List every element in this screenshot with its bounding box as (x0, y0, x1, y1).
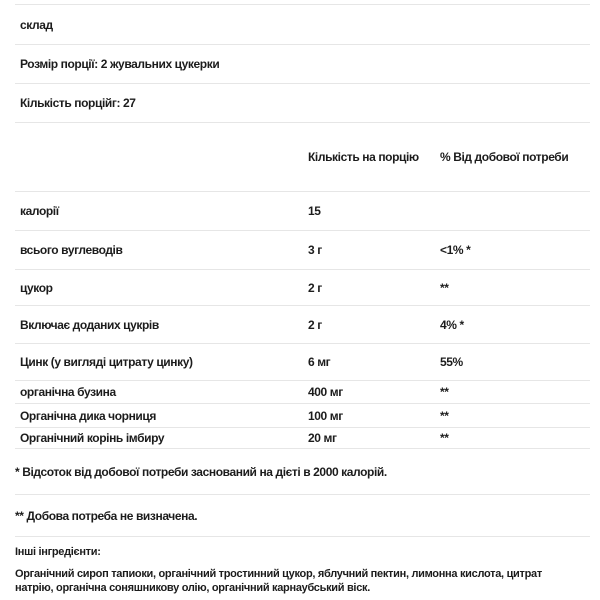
column-header-row (15, 123, 590, 192)
other-ingredients-section (15, 537, 590, 595)
column-header-amount: Кількість на порцію (308, 150, 419, 164)
servings-count-text: Кількість порційг: 27 (20, 96, 136, 110)
nutrient-row (15, 344, 590, 381)
nutrient-label: Органічна дика чорниця (20, 408, 156, 423)
footnote-not-established: ** Добова потреба не визначена. (15, 508, 198, 523)
dv-value: ** (440, 431, 449, 445)
nutrient-row (15, 428, 590, 449)
dv-value: ** (440, 385, 449, 399)
amount-value: 3 г (308, 243, 322, 257)
dv-value: ** (440, 408, 449, 423)
facts-table (15, 4, 590, 595)
nutrient-row (15, 192, 590, 231)
amount-value: 2 г (308, 280, 322, 295)
nutrient-label: Включає доданих цукрів (20, 317, 159, 332)
amount-value: 100 мг (308, 408, 343, 423)
serving-size-row (15, 45, 590, 84)
nutrient-label: органічна бузина (20, 385, 116, 399)
nutrient-row (15, 306, 590, 344)
dv-value: 4% * (440, 317, 464, 332)
nutrient-label: Цинк (у вигляді цитрату цинку) (20, 355, 193, 369)
footnote-row (15, 495, 590, 537)
amount-value: 20 мг (308, 431, 337, 445)
amount-value: 400 мг (308, 385, 343, 399)
nutrient-row (15, 270, 590, 306)
footnote-daily-value: * Відсоток від добової потреби заснований на дієті в 2000 калорій. (15, 464, 387, 479)
section-title-row (15, 5, 590, 45)
nutrient-row (15, 404, 590, 428)
dv-value: 55% (440, 355, 463, 369)
nutrient-row (15, 231, 590, 270)
amount-value: 15 (308, 204, 321, 218)
dv-value: <1% * (440, 243, 471, 257)
nutrient-row (15, 381, 590, 404)
amount-value: 2 г (308, 317, 322, 332)
nutrient-label: цукор (20, 280, 53, 295)
nutrient-label: всього вуглеводів (20, 243, 123, 257)
dv-value: ** (440, 280, 449, 295)
nutrient-label: Органічний корінь імбиру (20, 431, 165, 445)
amount-value: 6 мг (308, 355, 331, 369)
nutrient-label: калорії (20, 204, 59, 218)
column-header-dv: % Від добової потреби (440, 150, 569, 164)
other-ingredients-title: Інші інгредієнти: (15, 546, 101, 558)
section-title: склад (20, 17, 53, 32)
serving-size-text: Розмір порції: 2 жувальних цукерки (20, 57, 220, 71)
footnote-row (15, 449, 590, 495)
servings-count-row (15, 84, 590, 123)
other-ingredients-text: Органічний сироп тапиоки, органічний тростинний цукор, яблучний пектин, лимонна кислота, цитрат натрію, органічна соняшникову олію, органічний карнаубський віск. (15, 568, 542, 594)
